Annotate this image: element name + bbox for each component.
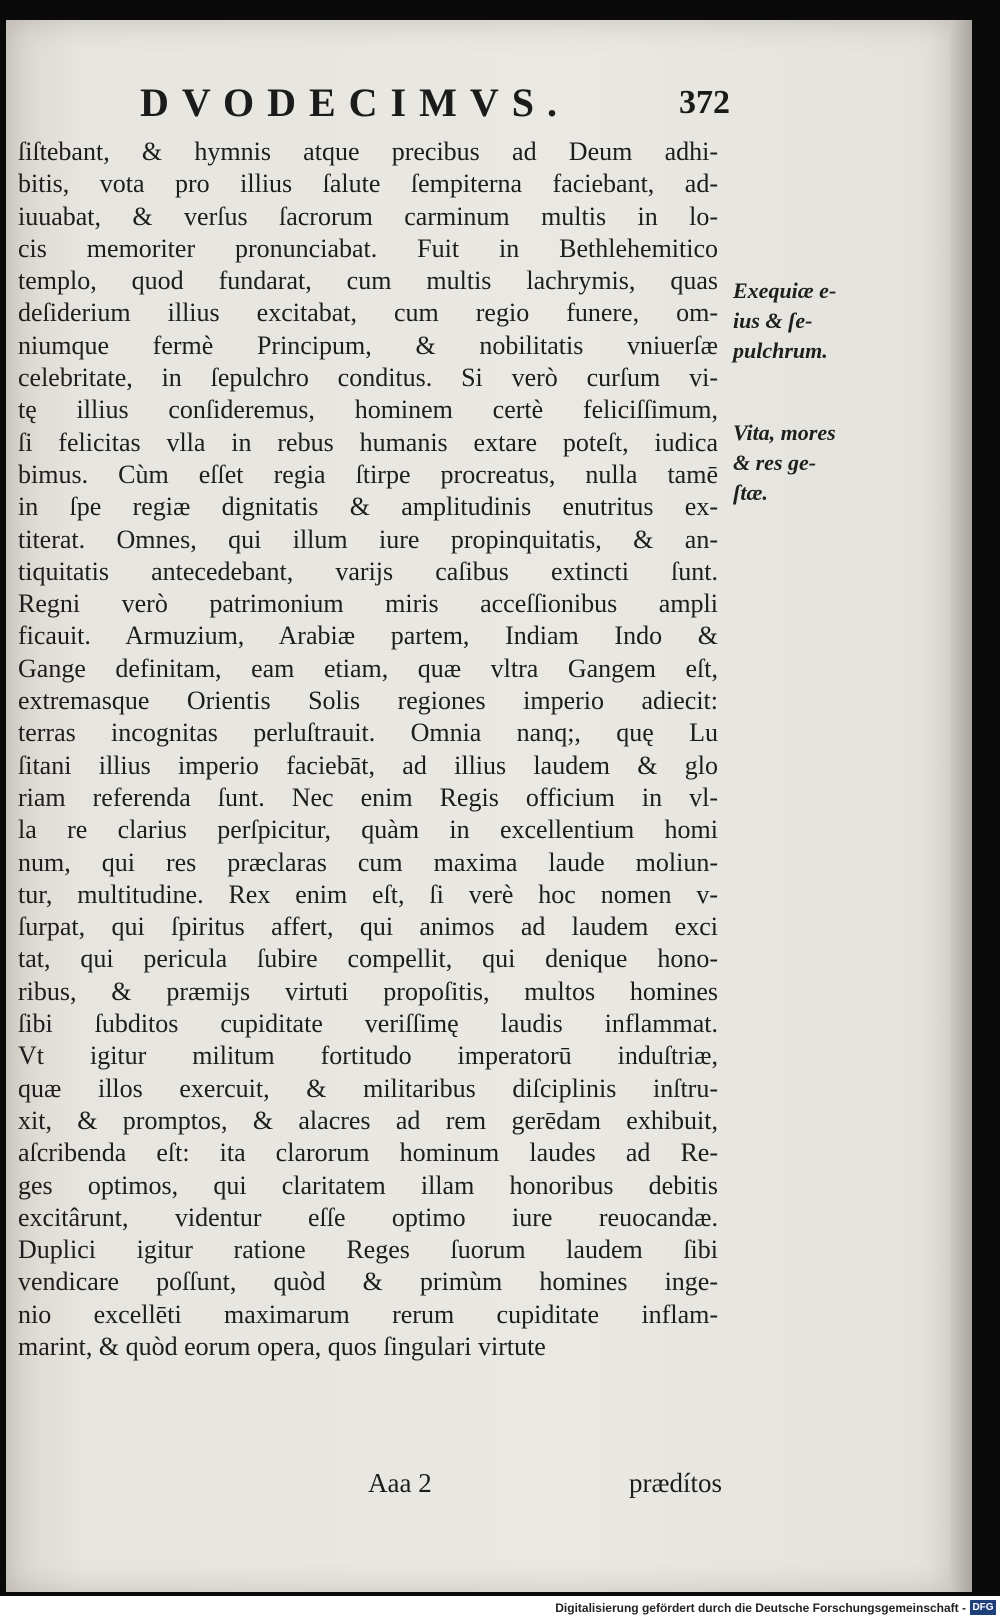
catchword: prædítos xyxy=(628,1468,722,1498)
text-line: num, qui res præclaras cum maxima laude moliun- xyxy=(18,847,718,877)
text-line: niumque fermè Principum, & nobilitatis vniuerſæ xyxy=(18,330,718,360)
text-line: tiquitatis antecedebant, varijs caſibus extincti ſunt. xyxy=(18,556,718,586)
text-line: nio excellēti maximarum rerum cupiditate inflam- xyxy=(18,1299,718,1329)
text-line: ribus, & præmijs virtuti propoſitis, multos homines xyxy=(18,976,718,1006)
body-text xyxy=(18,136,718,1363)
page-edge xyxy=(950,20,972,1592)
text-line: la re clarius perſpicitur, quàm in excellentium homi xyxy=(18,815,718,845)
signature-mark: Aaa 2 xyxy=(368,1468,432,1498)
text-line: deſiderium illius excitabat, cum regio funere, om- xyxy=(18,298,718,328)
digitization-credit: Digitalisierung gefördert durch die Deutsche Forschungsgemeinschaft - xyxy=(555,1601,966,1615)
text-line: ſibi ſubditos cupiditate veriſſimę laudis inflammat. xyxy=(18,1009,718,1039)
text-line: templo, quod fundarat, cum multis lachrymis, quas xyxy=(18,266,718,296)
text-line: excitârunt, videntur eſſe optimo iure reuocandæ. xyxy=(18,1202,718,1232)
text-line: celebritate, in ſepulchro conditus. Si verò curſum vi- xyxy=(18,363,718,393)
text-line: ficauit. Armuzium, Arabiæ partem, Indiam Indo & xyxy=(18,621,718,651)
page-header xyxy=(140,78,730,128)
text-line: ſiſtebant, & hymnis atque precibus ad Deum adhi- xyxy=(18,137,718,166)
text-line: aſcribenda eſt: ita clarorum hominum laudes ad Re- xyxy=(18,1138,718,1168)
text-line: extremasque Orientis Solis regiones imperio adiecit: xyxy=(18,686,718,716)
text-line: ſurpat, qui ſpiritus affert, qui animos ad laudem exci xyxy=(18,912,718,942)
page-footer xyxy=(18,1468,722,1508)
dfg-logo: DFG xyxy=(970,1600,996,1615)
text-line: bitis, vota pro illius ſalute ſempiterna faciebant, ad- xyxy=(18,169,718,199)
running-head: DVODECIMVS. xyxy=(140,80,570,125)
text-line: marint, & quòd eorum opera, quos ſingulari virtute xyxy=(18,1331,546,1361)
text-line: riam referenda ſunt. Nec enim Regis officium in vl- xyxy=(18,782,718,812)
text-line: ſitani illius imperio faciebāt, ad illius laudem & glo xyxy=(18,750,718,780)
text-line: Vt igitur militum fortitudo imperatorū induſtriæ, xyxy=(18,1041,718,1071)
text-line: vendicare poſſunt, quòd & primùm homines inge- xyxy=(18,1267,718,1297)
text-line: Duplici igitur ratione Reges ſuorum laudem ſibi xyxy=(18,1235,718,1265)
text-line: xit, & promptos, & alacres ad rem gerēdam exhibuit, xyxy=(18,1105,718,1135)
text-line: terras incognitas perluſtrauit. Omnia nanq;, quę Lu xyxy=(18,718,718,748)
text-line: Gange definitam, eam etiam, quæ vltra Gangem eſt, xyxy=(18,653,718,683)
text-line: tę illius conſideremus, hominem certè feliciſſimum, xyxy=(18,395,718,425)
text-line: titerat. Omnes, qui illum iure propinquitatis, & an- xyxy=(18,524,718,554)
text-line: iuuabat, & verſus ſacrorum carminum multis in lo- xyxy=(18,201,718,231)
text-line: in ſpe regiæ dignitatis & amplitudinis enutritus ex- xyxy=(18,492,718,522)
text-line: quæ illos exercuit, & militaribus diſciplinis inſtru- xyxy=(18,1073,718,1103)
text-line: cis memoriter pronunciabat. Fuit in Bethlehemitico xyxy=(18,233,718,263)
marginal-note: Exequiæ e- ius & ſe- pulchrum. xyxy=(733,278,837,363)
text-line: tur, multitudine. Rex enim eſt, ſi verè hoc nomen v- xyxy=(18,879,718,909)
digitization-footer xyxy=(0,1596,1000,1621)
text-line: tat, qui pericula ſubire compellit, qui denique hono- xyxy=(18,944,718,974)
text-line: ſi felicitas vlla in rebus humanis extare poteſt, iudica xyxy=(18,427,718,457)
page-number: 372 xyxy=(679,84,730,121)
text-line: Regni verò patrimonium miris acceſſionibus ampli xyxy=(18,589,718,619)
marginal-note: Vita, mores & res ge- ſtæ. xyxy=(733,420,836,505)
text-line: bimus. Cùm eſſet regia ſtirpe procreatus, nulla tamē xyxy=(18,459,718,489)
text-line: ges optimos, qui claritatem illam honoribus debitis xyxy=(18,1170,718,1200)
